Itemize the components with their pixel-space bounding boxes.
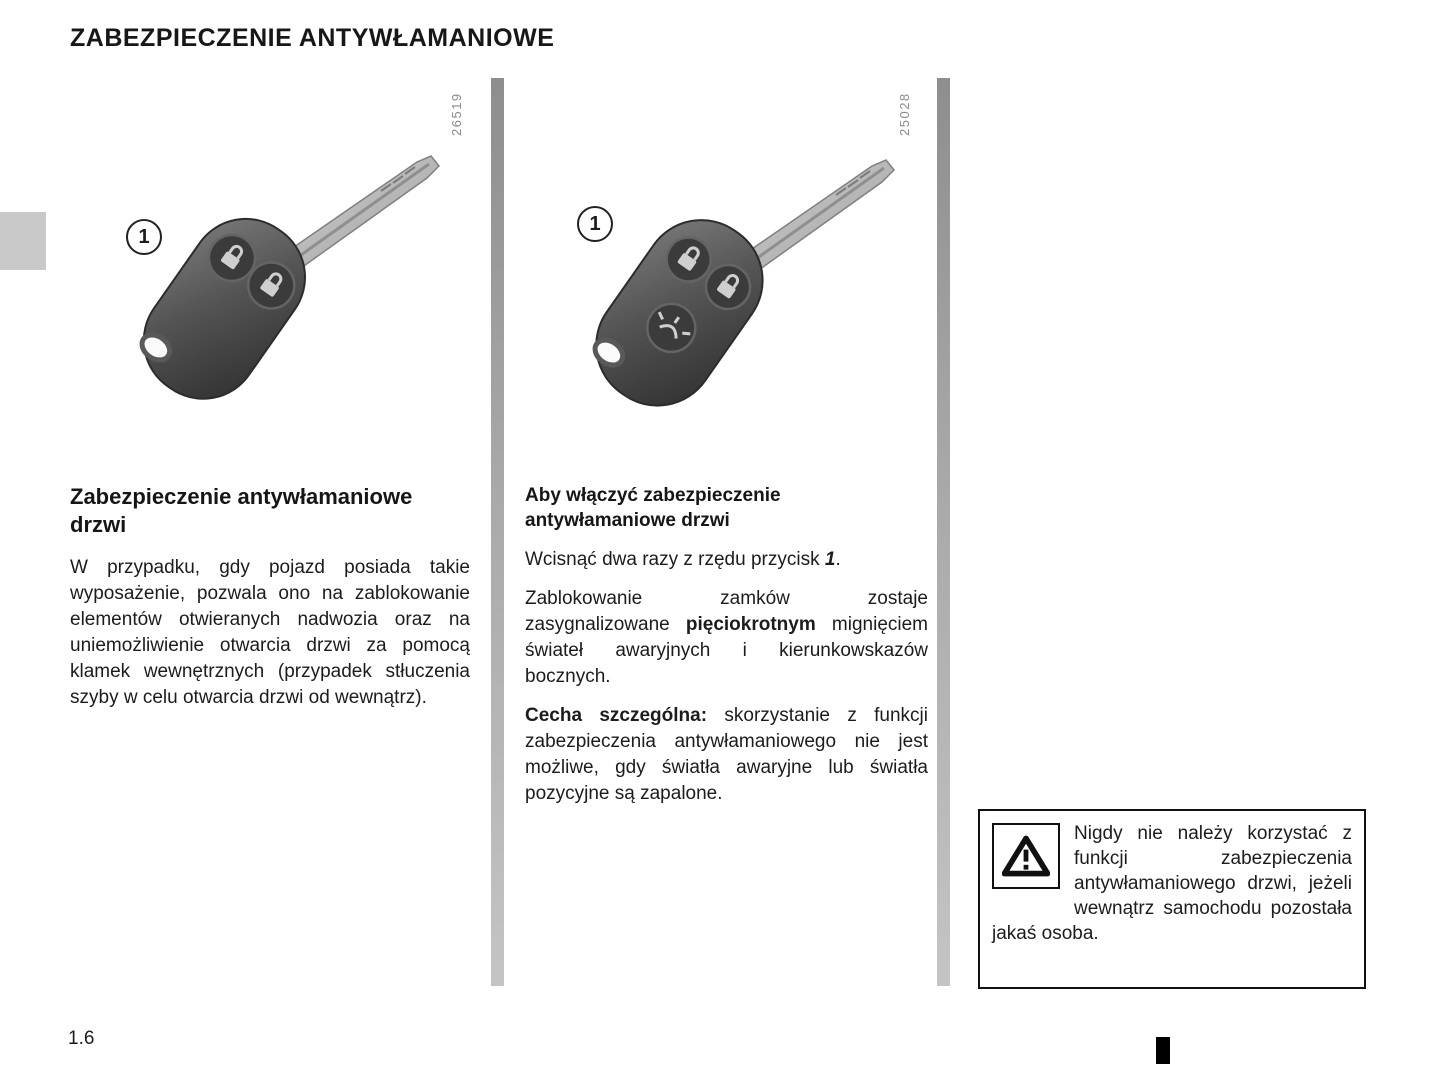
section-heading: Aby włączyć zabezpieczenie antywłamaniowe drzwi xyxy=(525,485,781,531)
warning-triangle-icon xyxy=(992,823,1060,889)
key-fob-2-buttons-drawing xyxy=(105,138,455,408)
body-paragraph: W przypadku, gdy pojazd posiada takie wyposażenie, pozwala ono na zablokowanie elementów otwieranych nadwozia oraz na uniemożliwienie otwarcia drzwi za pomocą klamek wewnętrznych (przypadek stłuczenia szyby w celu otwarcia drzwi od wewnątrz). xyxy=(70,557,470,708)
text-run: skorzystanie z funkcji zabezpieczenia antywłamaniowego nie jest możliwe, gdy światła awaryjne lub światła pozycyjne są zapalone. xyxy=(525,705,929,804)
text-run-bold: Cecha szczególna: xyxy=(525,705,708,726)
text-run-bold: pięciokrotnym xyxy=(685,614,816,635)
page-title: ZABEZPIECZENIE ANTYWŁAMANIOWE xyxy=(70,24,555,52)
figure-ref-number: 25028 xyxy=(897,92,912,136)
body-paragraph xyxy=(525,547,928,573)
text-run: . xyxy=(835,549,841,570)
figure-callout-1: 1 xyxy=(126,219,162,255)
warning-box xyxy=(978,809,1366,989)
end-of-section-marker xyxy=(1156,1037,1170,1064)
section-heading: Zabezpieczenie antywłamaniowe drzwi xyxy=(70,484,413,537)
figure-ref-number: 26519 xyxy=(449,92,464,136)
page-number: 1.6 xyxy=(68,1028,95,1049)
warning-triangle-drawing xyxy=(1002,834,1050,878)
text-run: Wcisnąć dwa razy z rzędu przycisk xyxy=(525,549,825,570)
text-run: mignięciem świateł awaryjnych i kierunkowskazów bocznych. xyxy=(525,614,928,687)
column-divider-bar xyxy=(937,78,950,986)
warning-text: Nigdy nie należy korzystać z funkcji zabezpieczenia antywłamaniowego drzwi, jeżeli wewnątrz samochodu pozostała jakaś osoba. xyxy=(992,823,1352,944)
left-column xyxy=(70,483,470,724)
body-paragraph xyxy=(525,703,928,807)
key-fob-3-buttons-drawing xyxy=(560,142,910,412)
middle-column xyxy=(525,483,928,820)
figure-callout-1: 1 xyxy=(577,206,613,242)
text-run-bold-italic: 1 xyxy=(824,549,836,570)
text-run: Zablokowanie zamków zostaje zasygnalizowane xyxy=(525,588,928,635)
key-fob-illustration-3-buttons xyxy=(560,142,910,417)
key-fob-illustration-2-buttons xyxy=(105,138,455,413)
section-edge-tab xyxy=(0,212,46,270)
column-divider-bar xyxy=(491,78,504,986)
body-paragraph xyxy=(525,586,928,690)
